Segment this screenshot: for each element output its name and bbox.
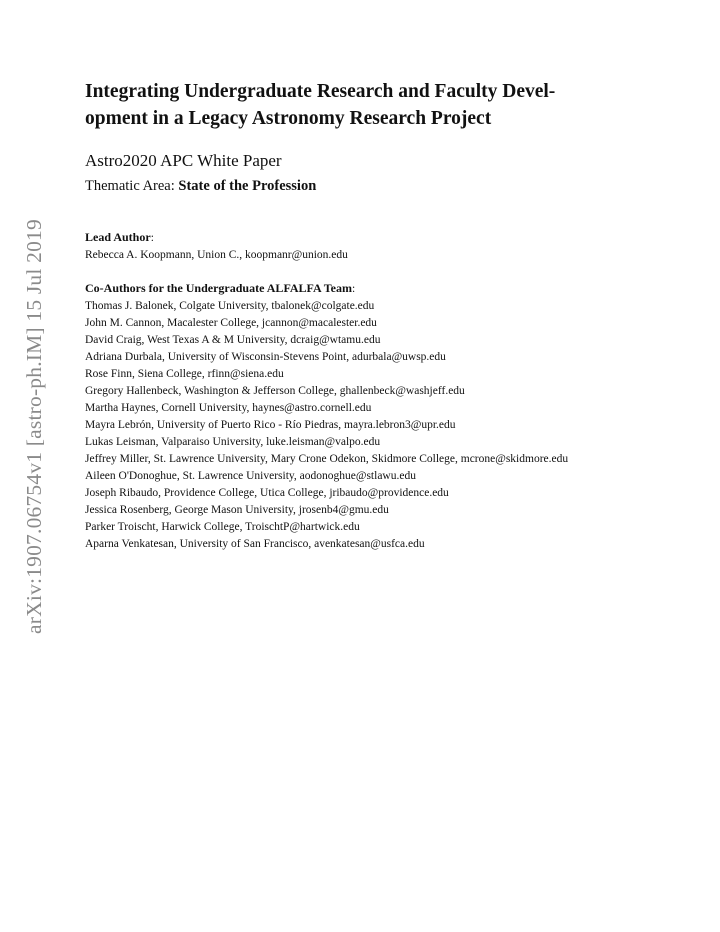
coauthor-line: Joseph Ribaudo, Providence College, Utica College, jribaudo@providence.edu — [85, 487, 449, 499]
coauthors-section — [85, 280, 710, 553]
arxiv-stamp — [23, 210, 45, 642]
paper-subtitle: Astro2020 APC White Paper — [85, 151, 282, 170]
arxiv-id-text: arXiv:1907.06754v1 [astro-ph.IM] 15 Jul 2019 — [21, 218, 46, 634]
title-line-2: opment in a Legacy Astronomy Research Project — [85, 108, 492, 129]
coauthor-line: Mayra Lebrón, University of Puerto Rico - Río Piedras, mayra.lebron3@upr.edu — [85, 419, 456, 431]
coauthor-line: Adriana Durbala, University of Wisconsin-Stevens Point, adurbala@uwsp.edu — [85, 351, 446, 363]
coauthor-line: Thomas J. Balonek, Colgate University, tbalonek@colgate.edu — [85, 300, 375, 312]
paper-title — [85, 78, 655, 132]
coauthor-line: Gregory Hallenbeck, Washington & Jefferson College, ghallenbeck@washjeff.edu — [85, 385, 465, 397]
coauthors-heading: Co-Authors for the Undergraduate ALFALFA Team — [85, 281, 352, 295]
coauthors-colon: : — [352, 283, 356, 295]
coauthor-line: Lukas Leisman, Valparaiso University, luke.leisman@valpo.edu — [85, 436, 381, 448]
coauthor-line: Rose Finn, Siena College, rfinn@siena.edu — [85, 368, 284, 380]
title-line-1: Integrating Undergraduate Research and Faculty Devel- — [85, 81, 556, 102]
lead-author-line: Rebecca A. Koopmann, Union C., koopmanr@union.edu — [85, 249, 348, 261]
coauthor-line: Parker Troischt, Harwick College, TroischtP@hartwick.edu — [85, 521, 360, 533]
lead-author-section — [85, 229, 710, 264]
coauthor-line: Jessica Rosenberg, George Mason University, jrosenb4@gmu.edu — [85, 504, 389, 516]
coauthor-line: David Craig, West Texas A & M University, dcraig@wtamu.edu — [85, 334, 381, 346]
paper-front-matter — [85, 78, 710, 553]
coauthor-line: Aileen O'Donoghue, St. Lawrence University, aodonoghue@stlawu.edu — [85, 470, 416, 482]
thematic-area — [85, 177, 710, 195]
coauthor-line: John M. Cannon, Macalester College, jcannon@macalester.edu — [85, 317, 377, 329]
lead-author-heading-row — [85, 229, 710, 247]
thematic-label: Thematic Area: — [85, 178, 179, 194]
coauthor-list — [85, 298, 710, 553]
coauthors-heading-row — [85, 280, 710, 298]
thematic-value: State of the Profession — [178, 178, 317, 194]
lead-author-heading: Lead Author — [85, 230, 151, 244]
coauthor-line: Jeffrey Miller, St. Lawrence University, Mary Crone Odekon, Skidmore College, mcrone@skidmore.edu — [85, 453, 569, 465]
coauthor-line: Martha Haynes, Cornell University, haynes@astro.cornell.edu — [85, 402, 372, 414]
coauthor-line: Aparna Venkatesan, University of San Francisco, avenkatesan@usfca.edu — [85, 538, 425, 550]
lead-author-colon: : — [150, 232, 154, 244]
